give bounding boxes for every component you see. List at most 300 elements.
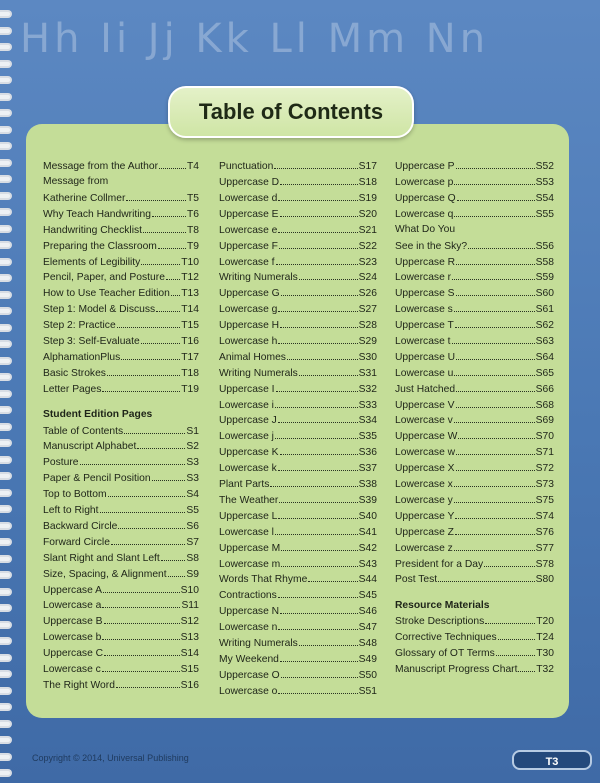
dot-leader (116, 679, 180, 688)
toc-entry (43, 583, 199, 599)
toc-entry-label: Writing Numerals (219, 637, 298, 649)
dot-leader (274, 160, 357, 169)
toc-entry-label: Words That Rhyme (219, 574, 308, 586)
dot-leader (457, 192, 535, 201)
toc-entry-page: S14 (180, 648, 199, 660)
toc-entry-label: Uppercase P (395, 161, 455, 173)
dot-leader (102, 631, 179, 640)
spiral-ring (0, 670, 12, 678)
toc-entry (219, 351, 377, 367)
toc-entry (395, 631, 554, 647)
toc-entry (43, 160, 199, 176)
toc-entry-page: T18 (181, 367, 199, 379)
toc-entry-label: Uppercase L (219, 510, 278, 522)
toc-entry-page: T4 (186, 161, 199, 173)
dot-leader (281, 287, 358, 296)
toc-entry (395, 446, 554, 462)
toc-entry-page: S64 (535, 351, 554, 363)
dot-leader (299, 637, 358, 646)
toc-entry-page: T24 (536, 632, 554, 644)
toc-entry-label: How to Use Teacher Edition (43, 288, 170, 300)
toc-entry (43, 663, 199, 679)
toc-entry-label: Lowercase x (395, 479, 453, 491)
toc-entry-label: Writing Numerals (219, 272, 298, 284)
toc-entry-page: S29 (358, 336, 377, 348)
toc-entry-label: Glossary of OT Terms (395, 648, 495, 660)
dot-leader (454, 303, 535, 312)
toc-entry-label: Manuscript Alphabet (43, 441, 137, 453)
toc-entry-label: Table of Contents (43, 425, 124, 437)
dot-leader (280, 446, 358, 455)
toc-entry-label: Lowercase m (219, 558, 281, 570)
toc-entry (43, 536, 199, 552)
toc-entry-label: Letter Pages (43, 383, 102, 395)
dot-leader (276, 255, 358, 264)
toc-entry-page: T17 (181, 351, 199, 363)
dot-leader (454, 414, 535, 423)
toc-entry (219, 255, 377, 271)
toc-entry (219, 669, 377, 685)
toc-entry-label: Manuscript Progress Chart (395, 663, 518, 675)
dot-leader (280, 176, 358, 185)
toc-entry (43, 599, 199, 615)
toc-entry (43, 176, 199, 192)
toc-entry (219, 557, 377, 573)
toc-entry-label: Top to Bottom (43, 489, 107, 501)
spiral-ring (0, 637, 12, 645)
toc-entry (219, 287, 377, 303)
toc-entry-page: S71 (535, 447, 554, 459)
toc-entry-label: Backward Circle (43, 520, 118, 532)
dot-leader (100, 504, 186, 513)
toc-entry (43, 382, 199, 398)
toc-entry-page: T13 (181, 288, 199, 300)
spiral-ring (0, 258, 12, 266)
toc-entry (43, 208, 199, 224)
toc-entry-page: S36 (358, 447, 377, 459)
toc-entry-page: S39 (358, 494, 377, 506)
toc-entry-page: S66 (535, 383, 554, 395)
spiral-ring (0, 307, 12, 315)
spiral-ring (0, 720, 12, 728)
toc-entry (43, 255, 199, 271)
toc-entry (219, 271, 377, 287)
spiral-ring (0, 208, 12, 216)
dot-leader (280, 319, 358, 328)
toc-entry-page: S80 (535, 574, 554, 586)
dot-leader (496, 647, 535, 656)
toc-entry-label: Uppercase Q (395, 193, 456, 205)
toc-entry-label: Slant Right and Slant Left (43, 552, 160, 564)
dot-leader (456, 255, 535, 264)
dot-leader (456, 382, 535, 391)
spiral-ring (0, 241, 12, 249)
toc-entry-label: Lowercase l (219, 526, 274, 538)
dot-leader (278, 224, 357, 233)
spiral-ring (0, 769, 12, 777)
toc-entry (219, 573, 377, 589)
toc-entry-page: S4 (186, 489, 199, 501)
toc-entry (43, 440, 199, 456)
toc-entry-label: Why Teach Handwriting (43, 208, 151, 220)
toc-entry-page: S59 (535, 272, 554, 284)
toc-entry (219, 335, 377, 351)
toc-entry-label: Uppercase T (395, 320, 454, 332)
dot-leader (281, 557, 357, 566)
toc-entry-label: Uppercase C (43, 648, 104, 660)
toc-entry-page: S46 (358, 606, 377, 618)
spiral-ring (0, 571, 12, 579)
toc-entry-page: S38 (358, 479, 377, 491)
dot-leader (104, 615, 180, 624)
toc-entry-label: The Weather (219, 494, 279, 506)
dot-leader (168, 567, 186, 576)
toc-entry (395, 398, 554, 414)
toc-entry-page: T14 (181, 304, 199, 316)
toc-entry-page: S50 (358, 669, 377, 681)
toc-entry-label: Lowercase i (219, 399, 274, 411)
dot-leader (118, 520, 185, 529)
toc-entry-label: Forward Circle (43, 536, 110, 548)
dot-leader (456, 398, 535, 407)
spiral-ring (0, 291, 12, 299)
toc-entry (219, 319, 377, 335)
dot-leader (102, 663, 180, 672)
spiral-ring (0, 159, 12, 167)
spiral-ring (0, 93, 12, 101)
toc-entry (395, 351, 554, 367)
toc-entry-label: Uppercase A (43, 584, 102, 596)
toc-entry-label: Lowercase g (219, 304, 278, 316)
toc-entry-label: Lowercase s (395, 304, 453, 316)
dot-leader (518, 663, 535, 672)
dot-leader (278, 621, 357, 630)
toc-entry-label: Writing Numerals (219, 367, 298, 379)
toc-entry (43, 520, 199, 536)
toc-entry-page: T19 (181, 383, 199, 395)
toc-entry-label: Plant Parts (219, 479, 270, 491)
toc-entry (219, 653, 377, 669)
toc-entry-label: Left to Right (43, 505, 99, 517)
toc-entry-page: T20 (536, 616, 554, 628)
toc-entry (395, 192, 554, 208)
toc-entry-page: T15 (181, 320, 199, 332)
toc-entry (219, 510, 377, 526)
spiral-ring (0, 274, 12, 282)
toc-entry-label: See in the Sky? (395, 240, 468, 252)
spiral-ring (0, 489, 12, 497)
toc-entry-page: S69 (535, 415, 554, 427)
spiral-ring (0, 456, 12, 464)
toc-entry-page: S53 (535, 177, 554, 189)
toc-entry-label: Message from the Author (43, 161, 159, 173)
toc-entry (395, 573, 554, 589)
toc-entry (395, 541, 554, 557)
dot-leader (280, 208, 358, 217)
toc-entry (43, 424, 199, 440)
toc-entry-label: President for a Day (395, 558, 484, 570)
toc-entry-label: Lowercase o (219, 685, 278, 697)
toc-entry-label: Lowercase p (395, 177, 454, 189)
toc-entry-page: S44 (358, 574, 377, 586)
toc-entry (43, 631, 199, 647)
toc-entry (219, 398, 377, 414)
toc-entry-page: T32 (536, 663, 554, 675)
dot-leader (137, 440, 185, 449)
spiral-ring (0, 175, 12, 183)
dot-leader (452, 335, 535, 344)
toc-entry-label: Uppercase K (219, 447, 279, 459)
toc-entry (219, 589, 377, 605)
toc-entry-page: S56 (535, 240, 554, 252)
toc-entry-page: S63 (535, 336, 554, 348)
toc-entry (43, 367, 199, 383)
dot-leader (270, 478, 357, 487)
dot-leader (456, 462, 535, 471)
toc-entry-label: Preparing the Classroom (43, 240, 157, 252)
toc-entry (43, 319, 199, 335)
toc-entry-page: S33 (358, 399, 377, 411)
dot-leader (104, 647, 180, 656)
section-heading: Resource Materials (395, 600, 490, 612)
dot-leader (124, 424, 185, 433)
dot-leader (299, 271, 358, 280)
toc-entry (395, 494, 554, 510)
toc-entry-page: S15 (180, 663, 199, 675)
toc-entry (395, 287, 554, 303)
spiral-ring (0, 538, 12, 546)
dot-leader (438, 573, 535, 582)
toc-entry (219, 446, 377, 462)
toc-entry-label: Lowercase t (395, 336, 451, 348)
toc-entry-label: What Do You (395, 223, 456, 235)
toc-entry-page: S61 (535, 304, 554, 316)
spiral-ring (0, 522, 12, 530)
toc-entry-label: Uppercase Z (395, 526, 454, 538)
toc-entry (395, 414, 554, 430)
toc-entry-page: S16 (180, 679, 199, 691)
toc-entry-page: S41 (358, 526, 377, 538)
section-heading: Student Edition Pages (43, 409, 153, 421)
toc-entry-page: S9 (186, 568, 199, 580)
toc-entry-page: S7 (186, 536, 199, 548)
dot-leader (280, 605, 358, 614)
toc-column-2 (219, 160, 377, 700)
toc-entry-page: T30 (536, 648, 554, 660)
dot-leader (278, 192, 357, 201)
dot-leader (287, 351, 358, 360)
toc-entry-page: S8 (186, 552, 199, 564)
toc-entry-label: Step 2: Practice (43, 320, 116, 332)
toc-entry-label: Uppercase E (219, 208, 279, 220)
spiral-ring (0, 439, 12, 447)
dot-leader (126, 192, 186, 201)
toc-entry-label: Uppercase O (219, 669, 280, 681)
toc-entry-label: Uppercase Y (395, 510, 455, 522)
toc-entry-label: Lowercase n (219, 622, 278, 634)
spiral-ring (0, 324, 12, 332)
toc-entry (219, 382, 377, 398)
toc-entry (395, 430, 554, 446)
toc-entry (43, 504, 199, 520)
spiral-ring (0, 340, 12, 348)
toc-entry-label: Lowercase c (43, 663, 101, 675)
dot-leader (102, 382, 180, 391)
dot-leader (161, 551, 186, 560)
dot-leader (156, 303, 180, 312)
spiral-ring (0, 192, 12, 200)
toc-entry-page: S21 (358, 224, 377, 236)
spiral-ring (0, 225, 12, 233)
toc-entry (395, 224, 554, 240)
toc-entry-page: T16 (181, 336, 199, 348)
toc-entry (395, 525, 554, 541)
dot-leader (454, 208, 534, 217)
dot-leader (456, 160, 535, 169)
spiral-ring (0, 472, 12, 480)
toc-entry-page: S30 (358, 351, 377, 363)
dot-leader (278, 303, 357, 312)
toc-column-1 (43, 160, 199, 695)
toc-entry-page: S76 (535, 526, 554, 538)
toc-entry (219, 525, 377, 541)
toc-entry-label: Elements of Legibility (43, 256, 141, 268)
spiral-ring (0, 43, 12, 51)
dot-leader (308, 573, 357, 582)
spiral-ring (0, 423, 12, 431)
toc-entry-page: S48 (358, 637, 377, 649)
dot-leader (159, 160, 186, 169)
toc-entry-label: Corrective Techniques (395, 632, 497, 644)
spiral-ring (0, 588, 12, 596)
toc-entry-label: Lowercase w (395, 447, 456, 459)
toc-entry-page: S74 (535, 510, 554, 522)
toc-entry-label: Uppercase H (219, 320, 280, 332)
dot-leader (279, 494, 357, 503)
toc-entry (395, 303, 554, 319)
dot-leader (158, 239, 186, 248)
dot-leader (103, 583, 180, 592)
toc-entry (219, 478, 377, 494)
dot-leader (452, 271, 535, 280)
dot-leader (275, 398, 358, 407)
toc-entry-label: Lowercase q (395, 208, 454, 220)
dot-leader (454, 541, 535, 550)
toc-entry-page: S6 (186, 520, 199, 532)
toc-entry-page: S65 (535, 367, 554, 379)
toc-entry-label: Just Hatched (395, 383, 456, 395)
toc-entry-label: Uppercase S (395, 288, 455, 300)
toc-entry (219, 239, 377, 255)
toc-entry-page: S70 (535, 431, 554, 443)
toc-entry-label: Katherine Collmer (43, 193, 126, 205)
dot-leader (143, 224, 186, 233)
toc-entry-label: Uppercase D (219, 177, 280, 189)
toc-entry-page: S27 (358, 304, 377, 316)
toc-entry (43, 287, 199, 303)
toc-entry-label: Handwriting Checklist (43, 224, 143, 236)
dot-leader (455, 525, 535, 534)
spiral-ring (0, 604, 12, 612)
dot-leader (455, 319, 535, 328)
toc-entry (395, 239, 554, 255)
toc-entry-page: S78 (535, 558, 554, 570)
dot-leader (276, 382, 358, 391)
toc-entry-page: S45 (358, 590, 377, 602)
dot-leader (278, 510, 357, 519)
toc-entry (395, 615, 554, 631)
toc-entry-label: Uppercase R (395, 256, 456, 268)
spiral-ring (0, 10, 12, 18)
dot-leader (299, 367, 358, 376)
toc-entry-page: T10 (181, 256, 199, 268)
dot-leader (454, 367, 534, 376)
dot-leader (107, 367, 180, 376)
toc-entry-page: S12 (180, 616, 199, 628)
dot-leader (141, 335, 181, 344)
toc-entry (219, 208, 377, 224)
toc-entry (43, 239, 199, 255)
toc-entry-page: S1 (186, 425, 199, 437)
spiral-ring (0, 555, 12, 563)
dot-leader (281, 541, 357, 550)
toc-entry-label: Lowercase z (395, 542, 453, 554)
spiral-ring (0, 60, 12, 68)
toc-entry-label: Lowercase f (219, 256, 275, 268)
dot-leader (278, 589, 358, 598)
toc-entry-label: Animal Homes (219, 351, 286, 363)
toc-entry (395, 176, 554, 192)
toc-entry (43, 303, 199, 319)
toc-entry (395, 510, 554, 526)
toc-entry-page: S68 (535, 399, 554, 411)
dot-leader (278, 414, 358, 423)
toc-entry (219, 176, 377, 192)
dot-leader (281, 669, 358, 678)
dot-leader (275, 525, 358, 534)
dot-leader (279, 239, 358, 248)
toc-entry (43, 551, 199, 567)
toc-entry-label: Stroke Descriptions (395, 616, 485, 628)
toc-entry-page: S73 (535, 479, 554, 491)
dot-leader (102, 599, 180, 608)
dot-leader (456, 351, 535, 360)
dot-leader (152, 208, 186, 217)
toc-entry (395, 647, 554, 663)
spiral-ring (0, 505, 12, 513)
toc-entry (219, 541, 377, 557)
toc-entry (395, 271, 554, 287)
toc-entry-label: Uppercase G (219, 288, 280, 300)
toc-entry-label: Lowercase u (395, 367, 454, 379)
toc-entry-label: Basic Strokes (43, 367, 106, 379)
toc-entry-page: S23 (358, 256, 377, 268)
toc-entry-page: S77 (535, 542, 554, 554)
dot-leader (280, 653, 358, 662)
toc-entry-label: Pencil, Paper, and Posture (43, 272, 165, 284)
toc-entry-label: Uppercase W (395, 431, 458, 443)
dot-leader (458, 430, 534, 439)
toc-entry-page: S32 (358, 383, 377, 395)
toc-entry-label: Step 1: Model & Discuss (43, 304, 156, 316)
dot-leader (108, 488, 186, 497)
toc-entry-page: S3 (186, 457, 199, 469)
spiral-ring (0, 373, 12, 381)
toc-entry (43, 271, 199, 287)
toc-entry-label: Lowercase h (219, 336, 278, 348)
toc-entry-page: S75 (535, 494, 554, 506)
toc-entry-label: Uppercase V (395, 399, 455, 411)
